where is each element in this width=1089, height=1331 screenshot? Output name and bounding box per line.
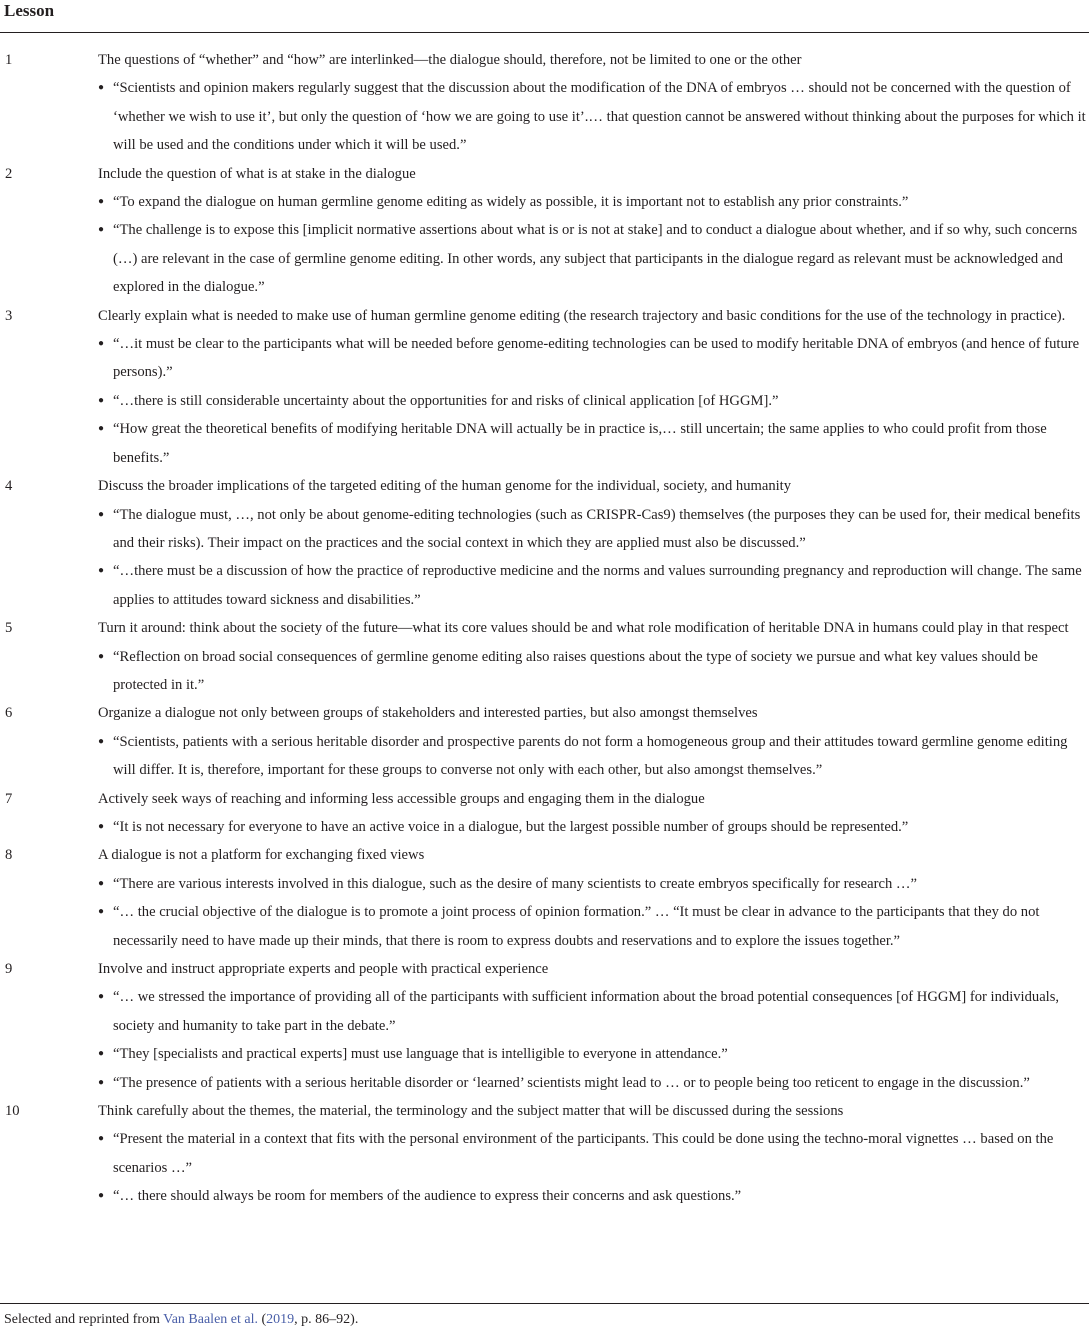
- quote-text: “The challenge is to expose this [implicit normative assertions about what is or is not at stake] and to conduct a dialogue about whether, and if so why, such concerns (…) are relevant in the case of germline genome editing. In other words, any subject that participants in the dialogue regard as relevant must be acknowledged and explored in the dialogue.”: [113, 222, 1078, 296]
- lesson-title: Include the question of what is at stake in the dialogue: [98, 165, 416, 182]
- quote-text: “They [specialists and practical experts] must use language that is intelligible to everyone in attendance.”: [113, 1046, 728, 1063]
- lesson-number: 7: [5, 790, 13, 807]
- citation-year-link[interactable]: 2019: [266, 1312, 295, 1327]
- quote-text: “… we stressed the importance of providing all of the participants with sufficient information about the broad potential consequences [of HGGM] for individuals, society and humanity to take part in the debate.”: [113, 989, 1060, 1034]
- source-note: [4, 1310, 358, 1330]
- lesson-title: Involve and instruct appropriate experts and people with practical experience: [98, 961, 549, 977]
- lesson-row: [0, 160, 1089, 302]
- lesson-quote: [98, 813, 1089, 841]
- lesson-title: Clearly explain what is needed to make use of human germline genome editing (the research trajectory and basic conditions for the use of the technology in practice).: [98, 307, 1066, 324]
- bullet-icon: ●: [98, 735, 105, 747]
- lesson-number: 4: [5, 478, 13, 495]
- lesson-quote: [98, 1069, 1089, 1097]
- lesson-number: 3: [5, 307, 13, 324]
- lesson-title: A dialogue is not a platform for exchanging fixed views: [98, 847, 425, 864]
- lesson-row: [0, 302, 1089, 472]
- lesson-title: Discuss the broader implications of the targeted editing of the human genome for the individual, society, and humanity: [98, 478, 792, 495]
- quote-text: “The presence of patients with a serious heritable disorder or ‘learned’ scientists might lead to … or to people being too reticent to engage in the discussion.”: [113, 1074, 1030, 1091]
- lesson-quote: [98, 728, 1089, 785]
- lesson-row: [0, 46, 1089, 160]
- bullet-icon: ●: [98, 991, 105, 1003]
- bullet-icon: ●: [98, 1048, 105, 1060]
- quote-text: “Scientists and opinion makers regularly suggest that the discussion about the modification of the DNA of embryos … should not be concerned with the question of ‘whether we wish to use it’, but only the question of ‘how we are going to use it’.… that question cannot be answered without thinking about the purposes for which it will be used and the conditions under which it will be used.”: [113, 80, 1086, 154]
- lesson-quote: [98, 74, 1089, 159]
- quote-text: “… the crucial objective of the dialogue is to promote a joint process of opinion formation.” … “It must be clear in advance to the participants that they do not necessarily need to have made up their minds, that there is room to express doubts and reservations and to explore the issues together.”: [113, 904, 1040, 949]
- quote-text: “…there is still considerable uncertainty about the opportunities for and risks of clinical application [of HGGM].”: [113, 392, 779, 409]
- bullet-icon: ●: [98, 224, 105, 236]
- bullet-icon: ●: [98, 565, 105, 577]
- source-pages: , p. 86–92).: [294, 1312, 359, 1327]
- quote-text: “…it must be clear to the participants what will be needed before genome-editing technologies can be used to modify heritable DNA of embryos (and hence of future persons).”: [113, 336, 1080, 381]
- bullet-icon: ●: [98, 650, 105, 662]
- quote-text: “The dialogue must, …, not only be about genome-editing technologies (such as CRISPR-Cas9) themselves (the purposes they can be used for, their medical benefits and their risks). Their impact on the practices and the social context in which they are applied must also be discussed.”: [113, 506, 1081, 551]
- bullet-icon: ●: [98, 423, 105, 435]
- bullet-icon: ●: [98, 82, 105, 94]
- bullet-icon: ●: [98, 877, 105, 889]
- lesson-quote: [98, 330, 1089, 387]
- lesson-quote: [98, 983, 1089, 1040]
- lesson-quote: [98, 216, 1089, 301]
- lesson-number: 10: [5, 1103, 20, 1120]
- source-prefix: Selected and reprinted from: [4, 1312, 164, 1327]
- lesson-title: The questions of “whether” and “how” are interlinked—the dialogue should, therefore, not be limited to one or the other: [98, 52, 802, 68]
- lesson-row: [0, 472, 1089, 614]
- table-header: [0, 0, 1089, 33]
- quote-text: “…there must be a discussion of how the practice of reproductive medicine and the norms and values surrounding pregnancy and reproduction will change. The same applies to attitudes toward sickness and disabilities.”: [113, 563, 1082, 608]
- lesson-quote: [98, 1125, 1089, 1182]
- lesson-title: Think carefully about the themes, the material, the terminology and the subject matter that will be discussed during the sessions: [98, 1103, 844, 1120]
- lesson-title: Organize a dialogue not only between groups of stakeholders and interested parties, but also amongst themselves: [98, 705, 758, 722]
- lesson-number: 5: [5, 620, 13, 637]
- bullet-icon: ●: [98, 508, 105, 520]
- lesson-row: [0, 841, 1089, 955]
- lesson-quote: [98, 387, 1089, 415]
- quote-text: “To expand the dialogue on human germline genome editing as widely as possible, it is important not to establish any prior constraints.”: [113, 194, 909, 211]
- lesson-title: Actively seek ways of reaching and informing less accessible groups and engaging them in the dialogue: [98, 790, 705, 807]
- lesson-quote: [98, 1182, 1089, 1210]
- lesson-number: 1: [5, 52, 13, 68]
- lesson-quote: [98, 415, 1089, 472]
- source-paren: (: [258, 1312, 267, 1327]
- lesson-row: [0, 699, 1089, 784]
- lesson-number: 8: [5, 847, 13, 864]
- quote-text: “… there should always be room for members of the audience to express their concerns and ask questions.”: [113, 1188, 742, 1205]
- bullet-icon: ●: [98, 906, 105, 918]
- lesson-number: 6: [5, 705, 13, 722]
- lesson-title: Turn it around: think about the society of the future—what its core values should be and what role modification of heritable DNA in humans could play in that respect: [98, 620, 1069, 637]
- lesson-quote: [98, 643, 1089, 700]
- lesson-row: [0, 785, 1089, 842]
- bullet-icon: ●: [98, 820, 105, 832]
- lesson-quote: [98, 501, 1089, 558]
- bullet-icon: ●: [98, 1133, 105, 1145]
- lesson-quote: [98, 1040, 1089, 1068]
- lesson-quote: [98, 870, 1089, 898]
- quote-text: “Present the material in a context that fits with the personal environment of the participants. This could be done using the techno-moral vignettes … based on the scenarios …”: [113, 1131, 1054, 1176]
- quote-text: “Scientists, patients with a serious heritable disorder and prospective parents do not form a homogeneous group and their attitudes toward germline genome editing will differ. It is, therefore, important for these groups to converse not only with each other, but also amongst themselves.”: [113, 733, 1068, 779]
- lesson-row: [0, 955, 1089, 1097]
- bullet-icon: ●: [98, 196, 105, 208]
- citation-link[interactable]: Van Baalen et al.: [163, 1312, 258, 1327]
- lesson-row: [0, 614, 1089, 699]
- quote-text: “It is not necessary for everyone to have an active voice in a dialogue, but the largest possible number of groups should be represented.”: [113, 818, 909, 835]
- lessons-table-body: [0, 46, 1089, 1211]
- quote-text: “There are various interests involved in this dialogue, such as the desire of many scientists to create embryos specifically for research …”: [113, 875, 917, 892]
- quote-text: “How great the theoretical benefits of modifying heritable DNA will actually be in practice is,… still uncertain; the same applies to who could profit from those benefits.”: [113, 421, 1047, 466]
- lesson-quote: [98, 557, 1089, 614]
- bullet-icon: ●: [98, 1190, 105, 1202]
- lesson-quote: [98, 898, 1089, 955]
- lesson-row: [0, 1097, 1089, 1211]
- bullet-icon: ●: [98, 338, 105, 350]
- table-footer: [0, 1303, 1089, 1327]
- quote-text: “Reflection on broad social consequences of germline genome editing also raises questions about the type of society we pursue and what key values should be protected in it.”: [113, 648, 1038, 693]
- lesson-number: 2: [5, 165, 13, 182]
- column-header-lesson: Lesson: [4, 1, 55, 20]
- bullet-icon: ●: [98, 1076, 105, 1088]
- bullet-icon: ●: [98, 394, 105, 406]
- lesson-number: 9: [5, 961, 13, 977]
- lesson-quote: [98, 188, 1089, 216]
